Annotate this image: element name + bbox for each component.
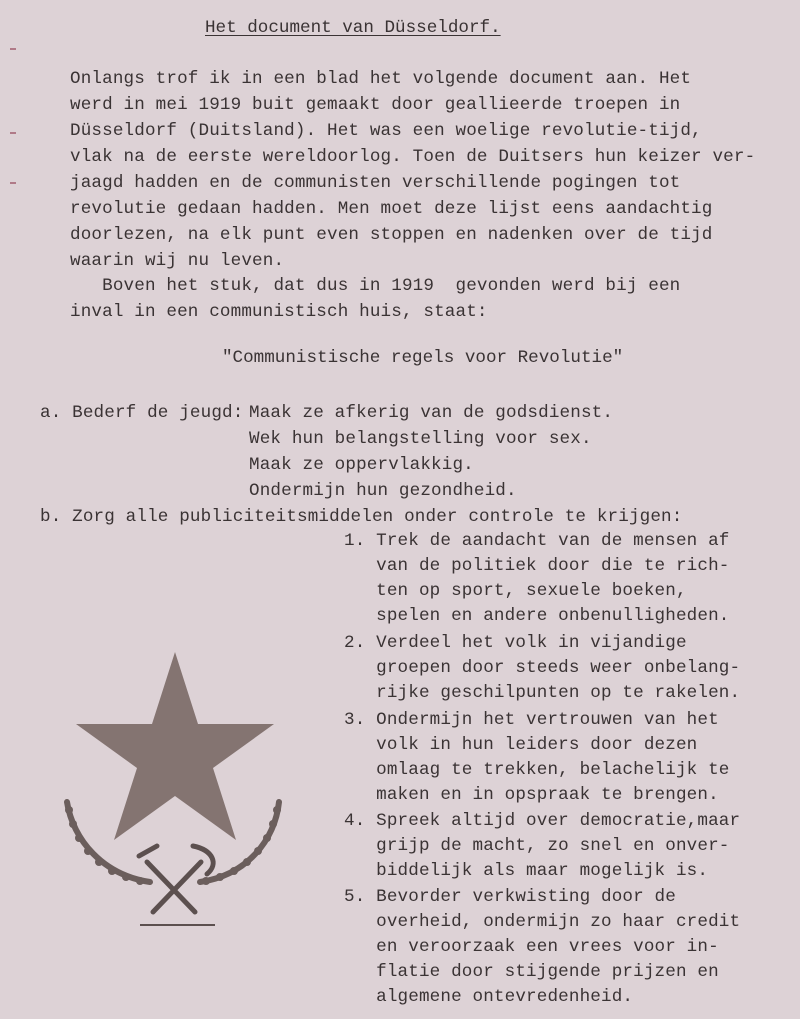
section-b-line: ten op sport, sexuele boeken, bbox=[344, 581, 687, 601]
wreath-icon bbox=[67, 802, 279, 882]
section-b-line: 1. Trek de aandacht van de mensen af bbox=[344, 531, 730, 551]
intro-line: vlak na de eerste wereldoorlog. Toen de Duitsers hun keizer ver- bbox=[70, 147, 756, 167]
section-b-line: rijke geschilpunten op te rakelen. bbox=[344, 683, 741, 703]
intro-line: Düsseldorf (Duitsland). Het was een woelige revolutie-tijd, bbox=[70, 121, 702, 141]
section-b-line: 3. Ondermijn het vertrouwen van het bbox=[344, 710, 719, 730]
section-b-line: 4. Spreek altijd over democratie,maar bbox=[344, 811, 741, 831]
section-b-line: 2. Verdeel het volk in vijandige bbox=[344, 633, 687, 653]
red-star bbox=[76, 652, 274, 840]
section-b-line: en veroorzaak een vrees voor in- bbox=[344, 937, 719, 957]
document-title: Het document van Düsseldorf. bbox=[205, 18, 501, 38]
section-a-item: Wek hun belangstelling voor sex. bbox=[249, 429, 592, 449]
section-b-line: groepen door steeds weer onbelang- bbox=[344, 658, 741, 678]
section-b-label: b. Zorg alle publiciteitsmiddelen onder controle te krijgen: bbox=[40, 507, 683, 527]
intro-line: doorlezen, na elk punt even stoppen en nadenken over de tijd bbox=[70, 225, 713, 245]
section-b-line: van de politiek door die te rich- bbox=[344, 556, 730, 576]
section-b-line: algemene ontevredenheid. bbox=[344, 987, 634, 1007]
intro-line: revolutie gedaan hadden. Men moet deze lijst eens aandachtig bbox=[70, 199, 713, 219]
section-a-item: Maak ze afkerig van de godsdienst. bbox=[249, 403, 614, 423]
section-b-line: flatie door stijgende prijzen en bbox=[344, 962, 719, 982]
margin-mark bbox=[10, 132, 16, 134]
margin-mark bbox=[10, 48, 16, 50]
section-b-line: grijp de macht, zo snel en onver- bbox=[344, 836, 730, 856]
section-b-line: omlaag te trekken, belachelijk te bbox=[344, 760, 730, 780]
intro-line: waarin wij nu leven. bbox=[70, 251, 285, 271]
intro-line: werd in mei 1919 buit gemaakt door geallieerde troepen in bbox=[70, 95, 681, 115]
section-b-line: maken en in opspraak te brengen. bbox=[344, 785, 719, 805]
section-b-line: overheid, ondermijn zo haar credit bbox=[344, 912, 741, 932]
intro-line: inval in een communistisch huis, staat: bbox=[70, 302, 488, 322]
intro-line: jaagd hadden en de communisten verschillende pogingen tot bbox=[70, 173, 681, 193]
wreath-leaves-icon bbox=[65, 806, 281, 885]
star-hammer-sickle-wreath-icon bbox=[55, 650, 295, 940]
intro-line: Boven het stuk, dat dus in 1919 gevonden werd bij een bbox=[70, 276, 681, 296]
section-b-line: 5. Bevorder verkwisting door de bbox=[344, 887, 676, 907]
section-b-line: biddelijk als maar mogelijk is. bbox=[344, 861, 709, 881]
intro-line: Onlangs trof ik in een blad het volgende document aan. Het bbox=[70, 69, 692, 89]
section-a-item: Ondermijn hun gezondheid. bbox=[249, 481, 517, 501]
section-b-line: spelen en andere onbenulligheden. bbox=[344, 606, 730, 626]
section-a-item: Maak ze oppervlakkig. bbox=[249, 455, 474, 475]
section-b-line: volk in hun leiders door dezen bbox=[344, 735, 698, 755]
rules-heading: "Communistische regels voor Revolutie" bbox=[222, 348, 624, 368]
margin-mark bbox=[10, 182, 16, 184]
section-a-label: a. Bederf de jeugd: bbox=[40, 403, 244, 423]
